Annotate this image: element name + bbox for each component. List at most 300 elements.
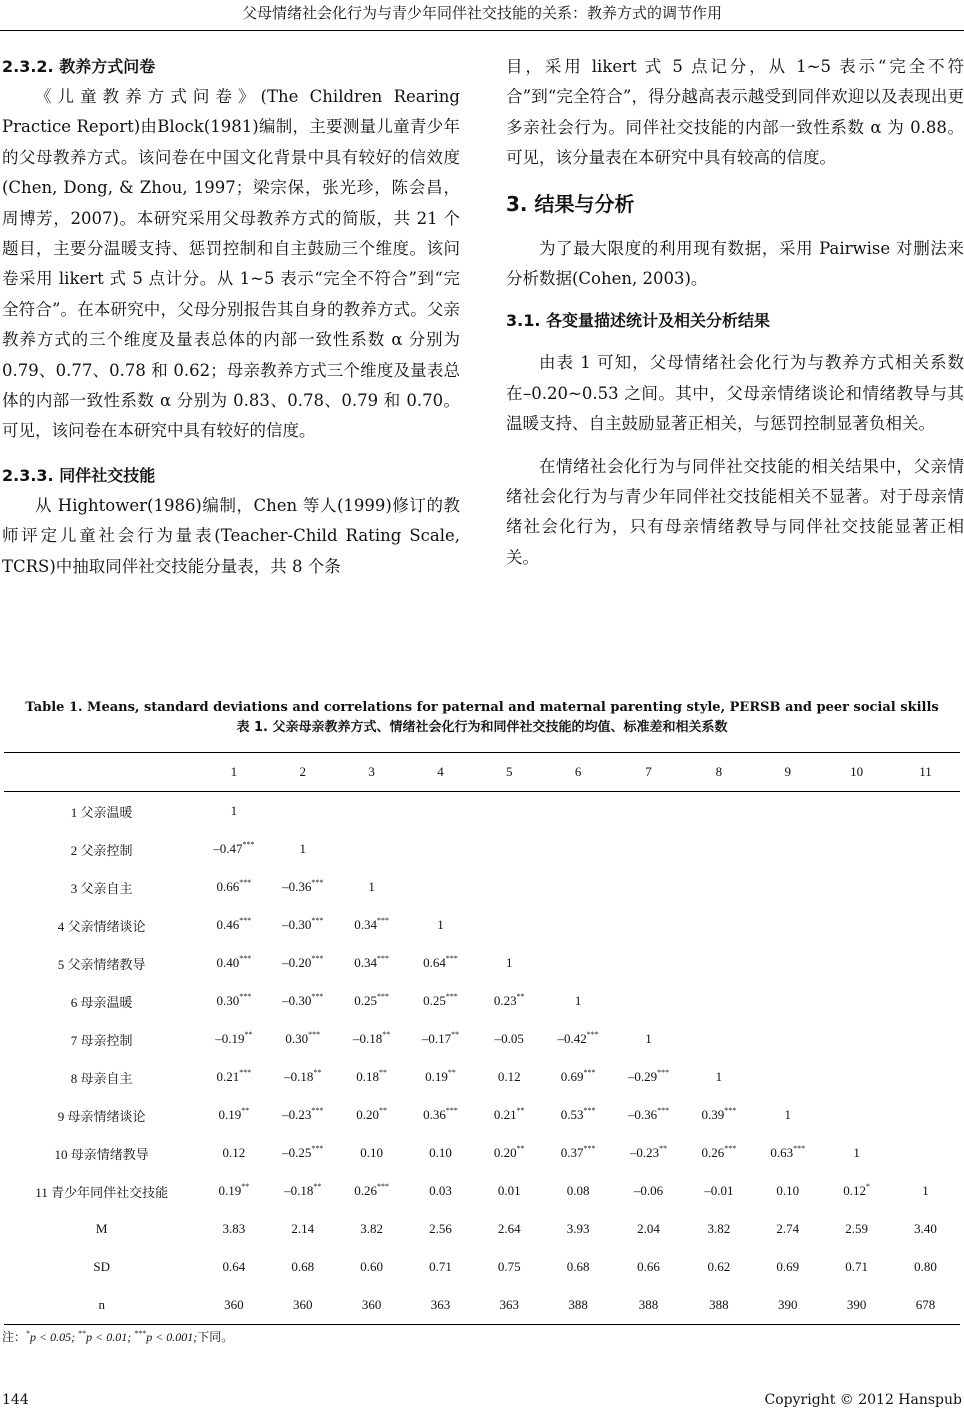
cell-value: –0.18 <box>284 1069 314 1084</box>
cell-value: 0.37 <box>560 1145 584 1160</box>
cell-value: 0.34 <box>354 955 377 970</box>
table-cell <box>822 1210 891 1248</box>
table-cell <box>406 944 475 982</box>
section-3-1-paragraph-1: 由表 1 可知，父母情绪社会化行为与教养方式相关系数在–0.20~0.53 之间。其中，父母亲情绪谈论和情绪教导与其温暖支持、自主鼓励显著正相关，与惩罚控制显著负相关。 <box>506 353 964 434</box>
significance-stars: *** <box>311 878 324 887</box>
table-cell <box>891 1020 960 1058</box>
table-cell <box>684 1172 753 1210</box>
cell-value: 2.74 <box>776 1221 800 1236</box>
table-cell <box>268 1096 337 1134</box>
cell-value: 0.19 <box>218 1107 242 1122</box>
left-column <box>2 52 460 582</box>
table-cell <box>684 1058 753 1096</box>
table-cell <box>475 1172 544 1210</box>
table-cell <box>822 1096 891 1134</box>
significance-stars: *** <box>311 916 324 925</box>
row-label: 6 母亲温暖 <box>70 994 133 1010</box>
table-cell <box>268 830 337 868</box>
table-cell <box>199 1172 268 1210</box>
cell-value: 360 <box>224 1297 244 1312</box>
table-cell <box>822 1286 891 1325</box>
col-header: 1 <box>230 764 238 779</box>
cell-value: 3.82 <box>360 1221 383 1236</box>
note-sig: p < 0.05; <box>30 1330 79 1344</box>
significance-stars: ** <box>382 1030 391 1039</box>
cell-value: 3.82 <box>707 1221 731 1236</box>
section-2-3-2-paragraph: 《儿童教养方式问卷》(The Children Rearing Practice Report)由Block(1981)编制，主要测量儿童青少年的父母教养方式。该问卷在中国文化背景中具有较好的信效度(Chen, Dong, & Zhou, 1997；梁宗保，张光珍，陈会昌，周博芳，2007)。本研究采用父母教养方式的简版，共 21 个题目，主要分温暖支持、惩罚控制和自主鼓励三个维度。该问卷采用 likert 式 5 点计分。从 1~5 表示“完全不符合”到“完全符合”。在本研究中，父母分别报告其自身的教养方式。父亲教养方式的三个维度及量表总体的内部一致性系数 α 分别为 0.79、0.77、0.78 和 0.62；母亲教养方式三个维度及量表总体的内部一致性系数 α 分别为 0.83、0.78、0.79 和 0.70。可见，该问卷在本研究中具有较好的信度。 <box>2 87 460 441</box>
table-cell <box>199 1248 268 1286</box>
significance-stars: *** <box>724 1106 737 1115</box>
table-cell <box>337 1286 406 1325</box>
significance-stars: *** <box>583 1144 596 1153</box>
table-cell <box>753 1020 822 1058</box>
cell-value: 0.20 <box>493 1145 517 1160</box>
cell-value: 363 <box>499 1297 520 1312</box>
cell-value: –0.47 <box>213 841 243 856</box>
significance-stars: *** <box>239 1068 252 1077</box>
significance-stars: *** <box>308 1030 321 1039</box>
col-header: 3 <box>368 764 375 779</box>
table-cell <box>684 1248 753 1286</box>
significance-stars: ** <box>516 992 525 1001</box>
table-row <box>4 1172 960 1210</box>
col-header: 8 <box>715 764 723 779</box>
cell-value: 0.30 <box>216 993 240 1008</box>
row-label: SD <box>93 1259 110 1274</box>
table-cell <box>199 982 268 1020</box>
cell-value: 0.12 <box>222 1145 246 1160</box>
cell-value: 3.93 <box>566 1221 590 1236</box>
cell-value: 0.21 <box>493 1107 517 1122</box>
table-cell <box>613 944 685 982</box>
table-cell <box>684 868 753 906</box>
cell-value: 0.01 <box>497 1183 521 1198</box>
table-cell <box>475 1286 544 1325</box>
significance-stars: ** <box>447 1068 456 1077</box>
significance-stars: *** <box>239 992 252 1001</box>
table-cell <box>613 1096 685 1134</box>
row-label: 7 母亲控制 <box>70 1032 133 1048</box>
table-cell <box>199 1020 268 1058</box>
table-cell <box>268 906 337 944</box>
table-cell <box>406 1058 475 1096</box>
table-cell <box>268 1020 337 1058</box>
significance-stars: ** <box>241 1182 250 1191</box>
significance-stars: ** <box>516 1144 525 1153</box>
table-cell <box>544 868 613 906</box>
cell-value: 1 <box>853 1145 860 1160</box>
table-cell <box>822 1172 891 1210</box>
cell-value: 1 <box>784 1107 792 1122</box>
row-label: 9 母亲情绪谈论 <box>57 1108 146 1124</box>
cell-value: –0.17 <box>421 1031 452 1046</box>
cell-value: 2.56 <box>429 1221 452 1236</box>
table-cell <box>406 792 475 831</box>
table-row <box>4 830 960 868</box>
col-header: 5 <box>506 764 513 779</box>
section-3-1-title: 3.1. 各变量描述统计及相关分析结果 <box>506 311 770 331</box>
table-cell <box>406 1172 475 1210</box>
running-head: 父母情绪社会化行为与青少年同伴社交技能的关系：教养方式的调节作用 <box>241 4 722 22</box>
cell-value: 1 <box>574 993 582 1008</box>
cell-value: 0.25 <box>354 993 377 1008</box>
significance-stars: *** <box>239 954 252 963</box>
col-header: 7 <box>645 764 652 779</box>
table-cell <box>822 868 891 906</box>
table-cell <box>753 1096 822 1134</box>
cell-value: 0.10 <box>360 1145 383 1160</box>
table-cell <box>475 1096 544 1134</box>
table-cell <box>613 1058 685 1096</box>
cell-value: 0.64 <box>222 1259 246 1274</box>
table-cell <box>268 792 337 831</box>
table-cell <box>684 792 753 831</box>
table-cell <box>268 1172 337 1210</box>
table-caption <box>0 698 964 738</box>
cell-value: 0.69 <box>776 1259 800 1274</box>
right-column <box>506 52 964 573</box>
table-cell <box>753 1248 822 1286</box>
table-cell <box>822 944 891 982</box>
cell-value: 0.21 <box>216 1069 240 1084</box>
table-cell <box>891 1096 960 1134</box>
table-cell <box>684 906 753 944</box>
table-cell <box>268 1058 337 1096</box>
cell-value: 0.08 <box>566 1183 590 1198</box>
table-cell <box>337 982 406 1020</box>
table-cell <box>337 1058 406 1096</box>
table-cell <box>753 868 822 906</box>
note-stars: * <box>26 1329 31 1338</box>
cell-value: –0.05 <box>494 1031 524 1046</box>
cell-value: 1 <box>299 841 306 856</box>
table-cell <box>268 1134 337 1172</box>
table-cell <box>199 1096 268 1134</box>
cell-value: 0.80 <box>914 1259 937 1274</box>
cell-value: –0.01 <box>704 1183 734 1198</box>
cell-value: 0.36 <box>423 1107 446 1122</box>
table-cell <box>753 1058 822 1096</box>
cell-value: 0.40 <box>216 955 240 970</box>
col-header: 9 <box>784 764 792 779</box>
significance-stars: ** <box>516 1106 525 1115</box>
table-cell <box>337 1172 406 1210</box>
table-cell <box>822 792 891 831</box>
table-cell <box>268 982 337 1020</box>
row-label: 11 青少年同伴社交技能 <box>35 1184 169 1200</box>
significance-stars: *** <box>242 840 255 849</box>
table-cell <box>544 944 613 982</box>
table-cell <box>891 1286 960 1325</box>
significance-stars: *** <box>311 1144 324 1153</box>
cell-value: 0.10 <box>429 1145 452 1160</box>
table-cell <box>268 1286 337 1325</box>
table-cell <box>268 944 337 982</box>
table-cell <box>822 830 891 868</box>
cell-value: 0.12 <box>497 1069 521 1084</box>
table-cell <box>406 1020 475 1058</box>
table-cell <box>684 1286 753 1325</box>
table-cell <box>613 1134 685 1172</box>
page-number: 144 <box>2 1392 29 1408</box>
table-cell <box>684 982 753 1020</box>
table-cell <box>544 792 613 831</box>
table-cell <box>613 1172 685 1210</box>
significance-stars: *** <box>239 878 252 887</box>
table-cell <box>891 868 960 906</box>
table-body <box>4 792 960 1325</box>
table-row <box>4 1248 960 1286</box>
significance-stars: *** <box>445 992 458 1001</box>
table-header-row <box>4 753 960 792</box>
table-cell <box>613 830 685 868</box>
table-cell <box>475 830 544 868</box>
table-cell <box>891 982 960 1020</box>
cell-value: 0.64 <box>423 955 446 970</box>
table-cell <box>753 830 822 868</box>
cell-value: –0.19 <box>215 1031 245 1046</box>
correlation-table <box>4 752 960 1325</box>
cell-value: 1 <box>230 803 238 818</box>
significance-stars: *** <box>583 1106 596 1115</box>
significance-stars: ** <box>659 1144 668 1153</box>
row-label: 8 母亲自主 <box>70 1070 133 1086</box>
row-label: 1 父亲温暖 <box>70 804 133 820</box>
table-cell <box>613 1020 685 1058</box>
table-cell <box>337 830 406 868</box>
cell-value: 0.39 <box>701 1107 725 1122</box>
table-cell <box>337 1134 406 1172</box>
cell-value: 0.34 <box>354 917 377 932</box>
significance-stars: *** <box>793 1144 806 1153</box>
table-cell <box>268 1248 337 1286</box>
cell-value: 0.46 <box>216 917 240 932</box>
cell-value: 0.71 <box>429 1259 452 1274</box>
table-cell <box>199 792 268 831</box>
table-cell <box>475 944 544 982</box>
table-cell <box>544 1210 613 1248</box>
significance-stars: ** <box>378 1106 387 1115</box>
table-cell <box>337 1210 406 1248</box>
cell-value: –0.25 <box>282 1145 312 1160</box>
table-cell <box>822 982 891 1020</box>
cell-value: 388 <box>568 1297 588 1312</box>
significance-stars: ** <box>313 1182 322 1191</box>
cell-value: –0.20 <box>282 955 312 970</box>
cell-value: 0.71 <box>845 1259 869 1274</box>
significance-stars: *** <box>376 954 389 963</box>
row-label: 10 母亲情绪教导 <box>54 1146 149 1162</box>
table-cell <box>199 868 268 906</box>
table-cell <box>544 830 613 868</box>
table-cell <box>337 792 406 831</box>
significance-stars: *** <box>657 1068 670 1077</box>
significance-stars: ** <box>451 1030 460 1039</box>
table-cell <box>753 1134 822 1172</box>
cell-value: 0.30 <box>285 1031 309 1046</box>
col-header: 2 <box>299 764 306 779</box>
table-cell <box>475 982 544 1020</box>
table-cell <box>753 1172 822 1210</box>
table-cell <box>475 906 544 944</box>
cell-value: 0.10 <box>776 1183 800 1198</box>
note-stars: ** <box>78 1329 87 1338</box>
cell-value: 0.20 <box>356 1107 379 1122</box>
cell-value: 388 <box>709 1297 729 1312</box>
cell-value: 390 <box>846 1297 867 1312</box>
table-cell <box>613 1286 685 1325</box>
section-3-1-paragraph-2: 在情绪社会化行为与同伴社交技能的相关结果中，父亲情绪社会化行为与青少年同伴社交技能相关不显著。对于母亲情绪社会化行为，只有母亲情绪教导与同伴社交技能显著正相关。 <box>506 456 964 567</box>
table-cell <box>268 868 337 906</box>
table-cell <box>406 1210 475 1248</box>
cell-value: 0.75 <box>497 1259 521 1274</box>
header-blank <box>4 753 199 792</box>
significance-stars: *** <box>724 1144 737 1153</box>
cell-value: 0.26 <box>701 1145 725 1160</box>
row-label: 2 父亲控制 <box>70 842 133 858</box>
copyright: Copyright © 2012 Hanspub <box>764 1392 962 1408</box>
cell-value: 0.23 <box>493 993 517 1008</box>
table-note <box>2 1328 233 1345</box>
table-cell <box>406 868 475 906</box>
table-row <box>4 1134 960 1172</box>
table-cell <box>891 1058 960 1096</box>
table-row <box>4 868 960 906</box>
table-cell <box>475 1020 544 1058</box>
cell-value: 0.25 <box>423 993 446 1008</box>
col-header: 6 <box>574 764 582 779</box>
table-cell <box>822 906 891 944</box>
table-cell <box>406 1248 475 1286</box>
table-cell <box>891 1248 960 1286</box>
row-label: n <box>98 1297 105 1312</box>
cell-value: 2.64 <box>497 1221 521 1236</box>
table-cell <box>613 1248 685 1286</box>
significance-stars: ** <box>244 1030 253 1039</box>
table-cell <box>199 1058 268 1096</box>
cell-value: 2.04 <box>637 1221 660 1236</box>
table-cell <box>337 1020 406 1058</box>
cell-value: –0.23 <box>629 1145 660 1160</box>
row-label: 5 父亲情绪教导 <box>57 956 146 972</box>
table-row <box>4 1096 960 1134</box>
cell-value: 0.60 <box>360 1259 383 1274</box>
table-cell <box>475 792 544 831</box>
significance-stars: *** <box>376 992 389 1001</box>
table-cell <box>613 906 685 944</box>
table-cell <box>544 1172 613 1210</box>
table-cell <box>891 944 960 982</box>
table-cell <box>613 868 685 906</box>
table-cell <box>753 792 822 831</box>
table-cell <box>337 944 406 982</box>
cell-value: –0.42 <box>557 1031 587 1046</box>
table-cell <box>475 1134 544 1172</box>
cell-value: 0.62 <box>707 1259 731 1274</box>
table-cell <box>475 1058 544 1096</box>
table-cell <box>684 830 753 868</box>
table-cell <box>544 1096 613 1134</box>
table-cell <box>822 1020 891 1058</box>
significance-stars: *** <box>239 916 252 925</box>
significance-stars: ** <box>241 1106 250 1115</box>
note-sig: p < 0.01; <box>86 1330 135 1344</box>
cell-value: 2.59 <box>845 1221 869 1236</box>
cell-value: 3.83 <box>222 1221 246 1236</box>
section-3-paragraph: 为了最大限度的利用现有数据，采用 Pairwise 对删法来分析数据(Cohen, 2003)。 <box>506 238 964 289</box>
cell-value: 1 <box>715 1069 723 1084</box>
cell-value: 678 <box>915 1297 936 1312</box>
table-cell <box>199 1134 268 1172</box>
table-cell <box>544 906 613 944</box>
continued-paragraph: 目，采用 likert 式 5 点记分，从 1~5 表示“完全不符合”到“完全符合”，得分越高表示越受到同伴欢迎以及表现出更多亲社会行为。同伴社交技能的内部一致性系数 α 为 0.88。可见，该分量表在本研究中具有较高的信度。 <box>506 57 964 168</box>
cell-value: –0.36 <box>627 1107 658 1122</box>
table-cell <box>475 1210 544 1248</box>
row-label: M <box>95 1221 108 1236</box>
cell-value: 0.68 <box>566 1259 590 1274</box>
table-cell <box>337 868 406 906</box>
cell-value: –0.18 <box>284 1183 314 1198</box>
cell-value: 0.68 <box>291 1259 315 1274</box>
table-cell <box>544 1020 613 1058</box>
cell-value: 1 <box>506 955 513 970</box>
significance-stars: *** <box>657 1106 670 1115</box>
cell-value: 0.53 <box>560 1107 584 1122</box>
table-cell <box>613 792 685 831</box>
table-cell <box>475 868 544 906</box>
cell-value: 0.19 <box>425 1069 448 1084</box>
significance-stars: *** <box>376 916 389 925</box>
cell-value: 0.69 <box>560 1069 584 1084</box>
significance-stars: *** <box>445 954 458 963</box>
table-cell <box>544 1286 613 1325</box>
table-cell <box>684 1210 753 1248</box>
cell-value: –0.30 <box>282 993 312 1008</box>
cell-value: –0.30 <box>282 917 312 932</box>
table-cell <box>613 1210 685 1248</box>
table-caption-cn: 表 1. 父亲母亲教养方式、情绪社会化行为和同伴社交技能的均值、标准差和相关系数 <box>236 720 728 735</box>
table-cell <box>822 1248 891 1286</box>
significance-stars: *** <box>311 992 324 1001</box>
table-cell <box>544 1134 613 1172</box>
table-row <box>4 1210 960 1248</box>
table-cell <box>822 1058 891 1096</box>
table-cell <box>684 1096 753 1134</box>
significance-stars: *** <box>583 1068 596 1077</box>
significance-stars: ** <box>378 1068 387 1077</box>
cell-value: 0.63 <box>770 1145 794 1160</box>
cell-value: 363 <box>430 1297 451 1312</box>
note-stars: *** <box>134 1329 147 1338</box>
cell-value: 388 <box>638 1297 659 1312</box>
table-cell <box>406 1096 475 1134</box>
col-header: 11 <box>919 764 932 779</box>
header-rule <box>0 30 964 31</box>
table-row <box>4 982 960 1020</box>
section-2-3-2-title: 2.3.2. 教养方式问卷 <box>2 57 156 76</box>
cell-value: 0.12 <box>843 1183 867 1198</box>
cell-value: 1 <box>922 1183 929 1198</box>
table-cell <box>544 1058 613 1096</box>
significance-stars: *** <box>586 1030 599 1039</box>
significance-stars: *** <box>445 1106 458 1115</box>
section-2-3-3-title: 2.3.3. 同伴社交技能 <box>2 465 156 485</box>
note-prefix: 注： <box>2 1330 27 1344</box>
cell-value: 1 <box>645 1031 652 1046</box>
row-label: 4 父亲情绪谈论 <box>57 918 146 934</box>
table-cell <box>475 1248 544 1286</box>
table-cell <box>406 1286 475 1325</box>
